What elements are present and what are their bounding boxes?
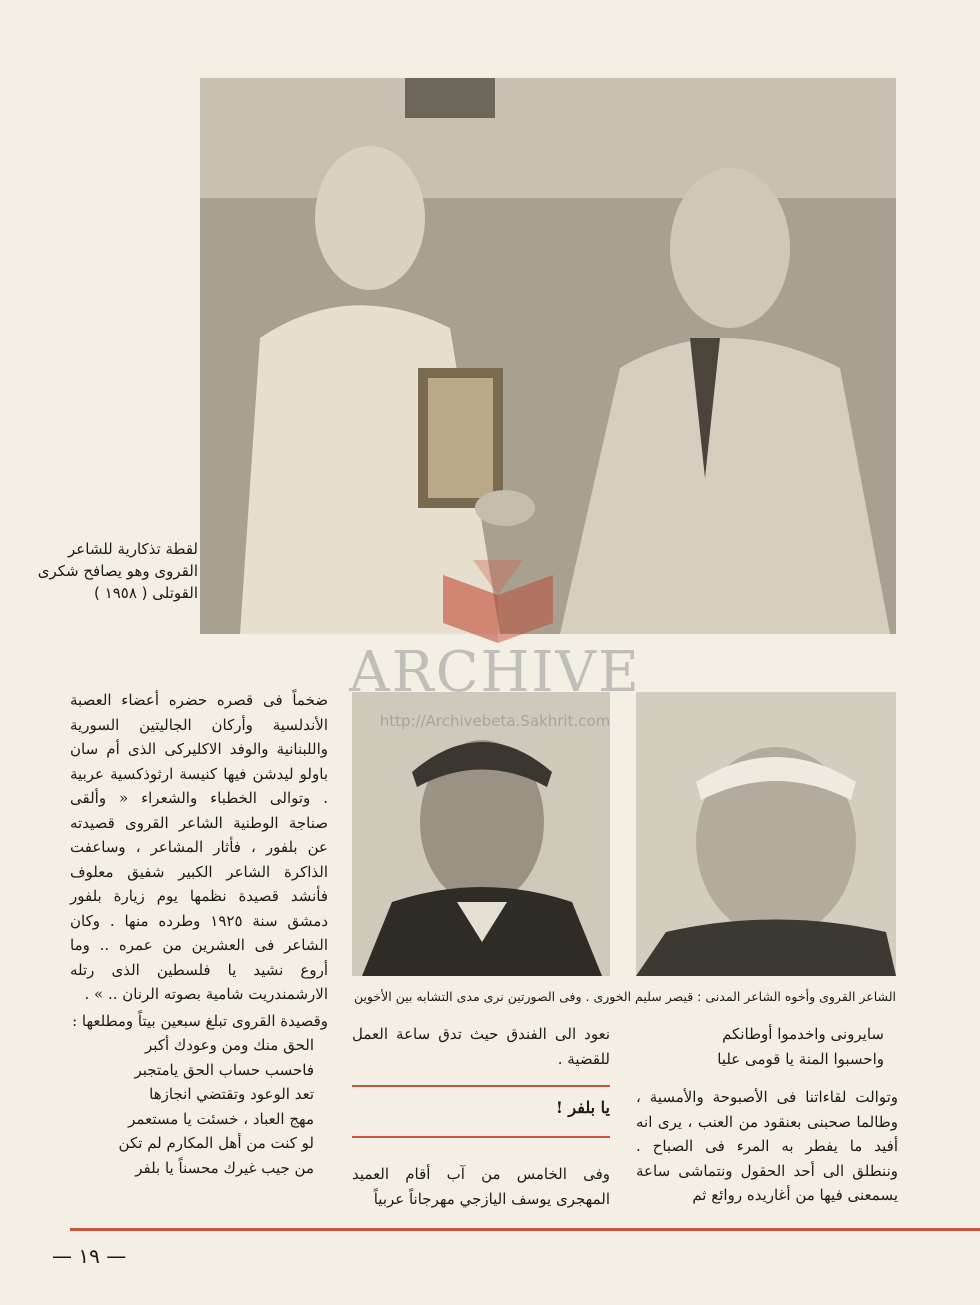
- archive-logo-icon: [433, 555, 563, 645]
- left-paragraph-1: ضخماً فى قصره حضره أعضاء العصبة الأندلسية وأركان الجاليتين السورية واللبنانية والوفد الاكليركى الذى أم سان باولو ليدشن فيها كنيسة ارثوذكسية عربية . وتوالى الخطباء والشعراء « وألقى صناجة الوطنية الشاعر القروى قصيدته عن بلفور ، فأثار المشاعر ، وساعفت الذاكرة الشاعر الكبير شفيق معلوف فأنشد قصيدة نظمها يوم زيارة بلفور دمشق سنة ١٩٢٥ وطرده منها . وكان الشاعر فى العشرين من عمره .. وما أروع نشيد يا فلسطين الذى رتله الارشمندريت شامية بصوته الرنان .. » .: [70, 691, 329, 1003]
- verse-line: الحق منك ومن وعودك أكبر: [145, 1036, 314, 1054]
- portrait-right: [636, 692, 896, 976]
- page-number: — ١٩ —: [52, 1244, 127, 1268]
- poem-verses: [70, 1033, 328, 1180]
- top-photo-caption: لقطة تذكارية للشاعر القروى وهو يصافح شكرى القوتلى ( ١٩٥٨ ): [37, 540, 198, 602]
- verse-line: سايرونى واخدموا أوطانكم: [722, 1025, 884, 1043]
- verse-line: لو كنت من أهل المكارم لم تكن: [118, 1134, 314, 1152]
- right-column: [636, 1022, 898, 1208]
- verse-line: فاحسب حساب الحق يامتجبر: [134, 1060, 314, 1079]
- portraits-caption: الشاعر القروى وأخوه الشاعر المدنى : قيصر سليم الخورى . وفى الصورتين نرى مدى التشابه بين الأخوين: [353, 989, 896, 1004]
- handshake-photo: [200, 78, 896, 634]
- middle-paragraph-1: نعود الى الفندق حيث تدق ساعة العمل للقضية .: [352, 1025, 610, 1068]
- verse-line: واحسبوا المنة يا قومى عليا: [717, 1049, 884, 1068]
- middle-paragraph-2: وفى الخامس من آب أقام العميد المهجرى يوسف اليازجي مهرجاناً عربياً: [352, 1165, 610, 1208]
- section-heading: يا بلفر !: [555, 1098, 610, 1117]
- left-paragraph-2: وقصيدة القروى تبلغ سبعين بيتاً ومطلعها :: [72, 1011, 328, 1030]
- heading-rule-bottom: [352, 1136, 610, 1138]
- right-paragraph-1: وتوالت لقاءاتنا فى الأصبوحة والأمسية ، وطالما صحبنى بعنقود من العنب ، يرى انه أفيد ما يفطر به المرء فى الصباح . وننطلق الى أحد الحقول ونتماشى ساعة يسمعنى فيها من أغاريده روائع ثم: [636, 1088, 898, 1204]
- heading-rule-top: [352, 1085, 610, 1087]
- watermark-title: ARCHIVE: [349, 640, 641, 705]
- verse-line: تعد الوعود وتقتضي انجازها: [149, 1085, 314, 1103]
- portrait-left: [352, 692, 610, 976]
- left-column: [70, 688, 328, 1180]
- verse-line: مهج العباد ، خسئت يا مستعمر: [128, 1109, 314, 1128]
- watermark-url: http://Archivebeta.Sakhrit.com: [379, 712, 611, 730]
- footer-rule: [70, 1228, 980, 1231]
- verse-line: من جيب غيرك محسناً يا بلفر: [135, 1158, 314, 1177]
